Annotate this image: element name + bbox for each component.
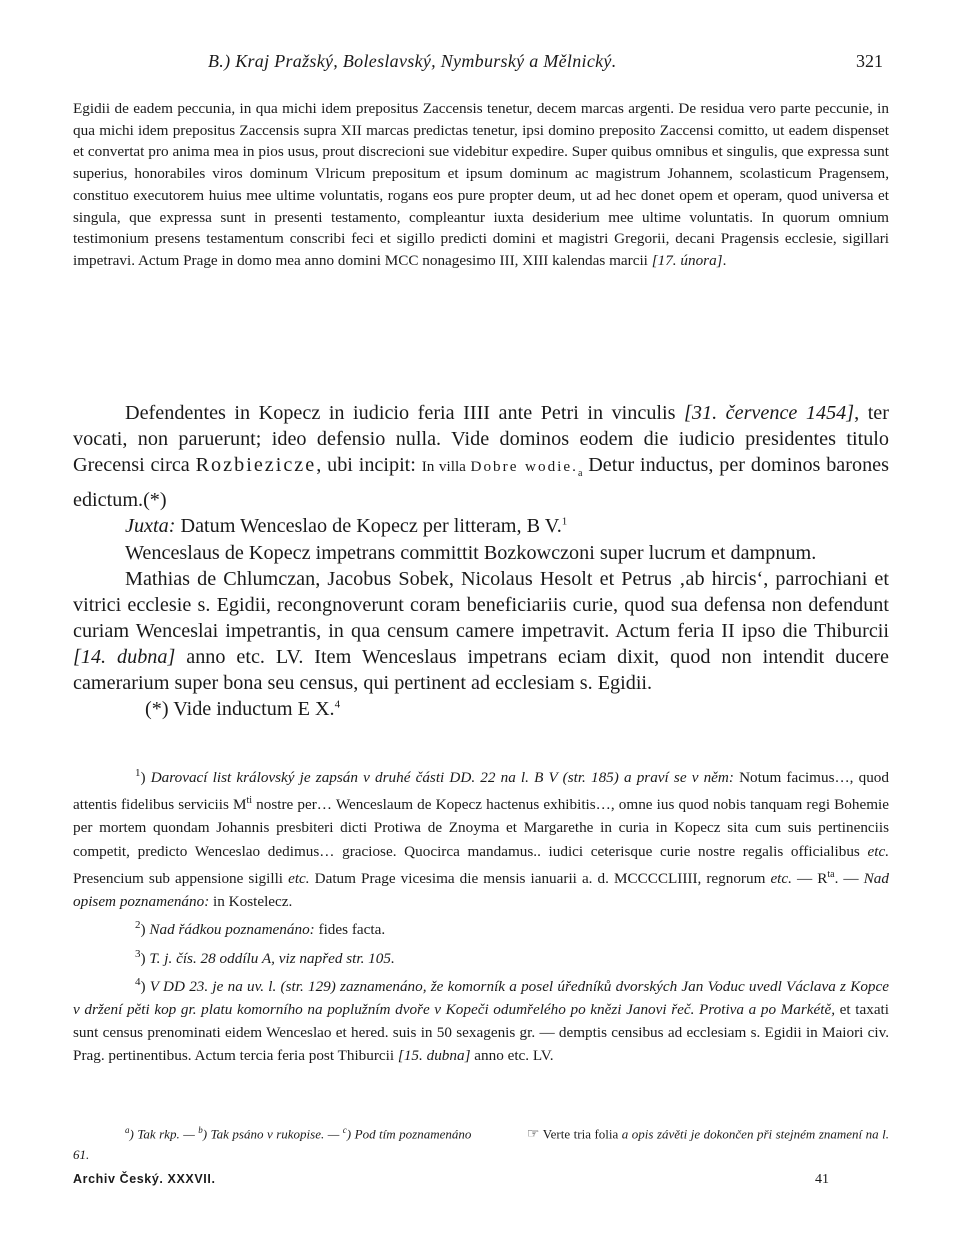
defendentes-text: Defendentes in Kopecz in iudicio feria IIII ante Petri in vinculis (125, 402, 685, 424)
footnote-4-end: anno etc. LV. (470, 1047, 554, 1065)
defendentes-text-4: Detur inductus, per dominos barones edictum.(*) (73, 454, 889, 512)
footnote-1-sup-ti: ti (246, 795, 253, 807)
date-note-1: [17. února] (651, 251, 723, 269)
footnote-ref-1: 1 (561, 515, 568, 528)
pointing-hand-icon: ☞ (526, 1127, 540, 1143)
document-page (73, 0, 889, 1237)
textual-note-a: ) Tak rkp. — (129, 1126, 199, 1142)
textual-note-b-mark: b (198, 1125, 203, 1135)
paragraph-juxta (73, 513, 889, 539)
footnote-1-end: in Kostelecz. (209, 893, 293, 911)
footnote-3 (73, 947, 889, 970)
running-header (73, 51, 889, 75)
defendentes-text-3: , ubi incipit: (316, 454, 422, 477)
textual-notes (73, 1120, 889, 1165)
paragraph-wenceslaus: Wenceslaus de Kopecz impetrans committit Bozkowczoni super lucrum et dampnum. (125, 541, 817, 564)
incipit-in-villa: In villa (421, 458, 471, 476)
juxta-label: Juxta: (125, 515, 176, 538)
textual-note-c: ) Pod tím poznamenáno (346, 1126, 475, 1142)
footnote-1-latin-2: nostre per… Wenceslaum de Kopecz hactenus exhibitis…, omne ius quod nobis tanquam regi Bohemie per mortem quondam Johannis presbiteri dicti Protiwa de Znoyma et Margarethe in curia in Kopecz sita cum suis pertinenciis competit, predicto Wenceslao dedimus… graciose. Quocirca mandamus.. iudici ceterisque curie nostre regalis officialibus (73, 796, 889, 860)
textual-notes-line (73, 1120, 889, 1165)
signature-mark: 41 (815, 1172, 829, 1187)
place-name-rozbiezicze: Rozbiezicze (195, 454, 317, 477)
testament-end: . (722, 251, 727, 269)
vide-inductum-text: (*) Vide inductum E X. (145, 698, 335, 721)
footnote-ref-4: 4 (334, 698, 341, 711)
defendentes-text-2: , ter vocati, non paruerunt; ideo defensio nulla. Vide dominos eodem die iudicio presidentes titulo Grecensi circa (73, 402, 889, 477)
footnote-1-latin: Notum facimus…, quod attentis fidelibus serviciis M (73, 769, 889, 814)
incipit-dobre-wodie: Dobre wodie. (470, 458, 578, 476)
paragraph-testament (73, 98, 889, 272)
footnote-1-number: 1 (135, 766, 141, 779)
footnote-1-czech: Darovací list královský je zapsán v druhé části DD. 22 na l. B V (str. 185) a praví se v něm: (150, 769, 734, 786)
footnote-4-number: 4 (135, 975, 141, 988)
footnote-2-czech: Nad řádkou poznamenáno: (149, 921, 315, 939)
textual-note-b: ) Tak psáno v rukopise. — (202, 1126, 343, 1142)
footnote-1-dash: . — (834, 869, 864, 887)
footnote-1-sup-ta: ta (827, 868, 835, 880)
footnote-3-czech: T. j. čís. 28 oddílu A, viz napřed str. 105. (149, 949, 395, 967)
paragraph-vide-inductum (73, 696, 889, 722)
footnote-1-czech-2: Nad opisem poznamenáno: (73, 869, 889, 911)
footnote-2-number: 2 (135, 919, 141, 932)
footnote-3-paren: ) (140, 949, 150, 967)
page-footer (73, 1172, 889, 1194)
footnote-1-latin-5: — R (791, 869, 828, 887)
footnote-4-paren: ) (140, 977, 150, 995)
footnote-3-number: 3 (135, 947, 141, 960)
footnote-1-etc-1: etc. (867, 842, 889, 860)
series-title: Archiv Český. XXXVII. (73, 1172, 216, 1186)
footnote-4-latin: et taxati sunt census prenominati eidem Wenceslao et hered. suis in 50 sexagenis gr. — demptis censibus ad ecclesiam s. Egidii in Maiori civ. Prag. pertinentibus. Actum tercia feria post Thiburcii (73, 1000, 889, 1065)
paragraph-mathias (73, 566, 889, 696)
footnote-1-etc-2: etc. (288, 869, 310, 887)
textual-note-c-mark: c (342, 1125, 347, 1135)
footnote-2-paren: ) (140, 921, 150, 939)
textual-note-c-end: a opis závěti je dokončen při stejném znamení na l. 61. (73, 1126, 890, 1163)
running-title: B.) Kraj Pražský, Boleslavský, Nymburský a Mělnický. (208, 51, 617, 71)
date-note-3: [14. dubna] (73, 645, 176, 668)
footnote-1 (73, 766, 889, 913)
footnote-1-latin-3: Presencium sub appensione sigilli (73, 869, 289, 887)
footnote-4 (73, 975, 889, 1068)
footnote-1-latin-4: Datum Prage vicesima die mensis ianuarii a. d. MCCCCLIIII, regnorum (309, 869, 771, 887)
footnotes (73, 766, 889, 1068)
footnote-2-latin: fides facta. (314, 921, 386, 939)
footnote-1-paren: ) (140, 769, 151, 786)
textual-note-a-mark: a (125, 1125, 130, 1135)
paragraph-defendentes (73, 400, 889, 513)
note-marker-a: a (577, 468, 583, 480)
textual-note-c-latin: Verte tria folia (539, 1126, 622, 1142)
footnote-4-czech: V DD 23. je na uv. l. (str. 129) zaznamenáno, že komorník a posel úředníků dvorských Jan Voduc uvedl Václava z Kopce v držení pěti kop gr. platu komorního na poplužním dvoře v Kopeči odumřelého po knězi Janovi řeč. Protiva a po Markétě, (73, 977, 889, 1018)
main-record (73, 400, 889, 722)
footnote-2 (73, 918, 889, 941)
mathias-text-2: anno etc. LV. Item Wenceslaus impetrans eciam dixit, quod non intendit ducere camerarium super bona seu census, qui pertinent ad ecclesiam s. Egidii. (73, 645, 889, 694)
date-note-4: [15. dubna] (397, 1047, 471, 1065)
footnote-1-etc-3: etc. (770, 869, 792, 887)
testament-continuation (73, 98, 889, 272)
page-number: 321 (856, 51, 883, 71)
mathias-text: Mathias de Chlumczan, Jacobus Sobek, Nicolaus Hesolt et Petrus ‚ab hircis‘, parrochiani et vitrici ecclesie s. Egidii, recongnoverunt coram beneficiariis curie, quod sua defensa non defendunt curiam Wenceslai impetrantis, in qua censum camere impetravit. Actum feria II ipso die Thiburcii (73, 567, 889, 642)
juxta-text: Datum Wenceslao de Kopecz per litteram, B V. (175, 515, 562, 538)
testament-text: Egidii de eadem peccunia, in qua michi idem prepositus Zaccensis tenetur, decem marcas argenti. De residua vero parte peccunie, in qua michi idem prepositus Zaccensis supra XII marcas predictas tenetur, ipsi domino preposito Zaccensi comitto, ut eadem dispenset et convertat pro anima mea in pios usus, prout discrecioni sue videbitur expedire. Super quibus omnibus et singulis, que expressa sunt superius, honorabiles viros dominum Vlricum prepositum et ipsum dominum ac magistrum Johannem, scolasticum Pragensem, constituo executorem huius mee ultime voluntatis, rogans eos pure propter deum, ut ad hec donet opem et operam, quod universa et singula, que expressa sunt in presenti testamento, compleantur iuxta desiderium mee ultime voluntatis. In quorum omnium testimonium presens testamentum conscribi feci et sigillo predicti domini et magistri Gregorii, decani Pragensis ecclesie, sigillari impetravi. Actum Prage in domo mea anno domini MCC nonagesimo III, XIII kalendas marcii (73, 100, 889, 269)
date-note-2: [31. července 1454] (684, 402, 855, 424)
